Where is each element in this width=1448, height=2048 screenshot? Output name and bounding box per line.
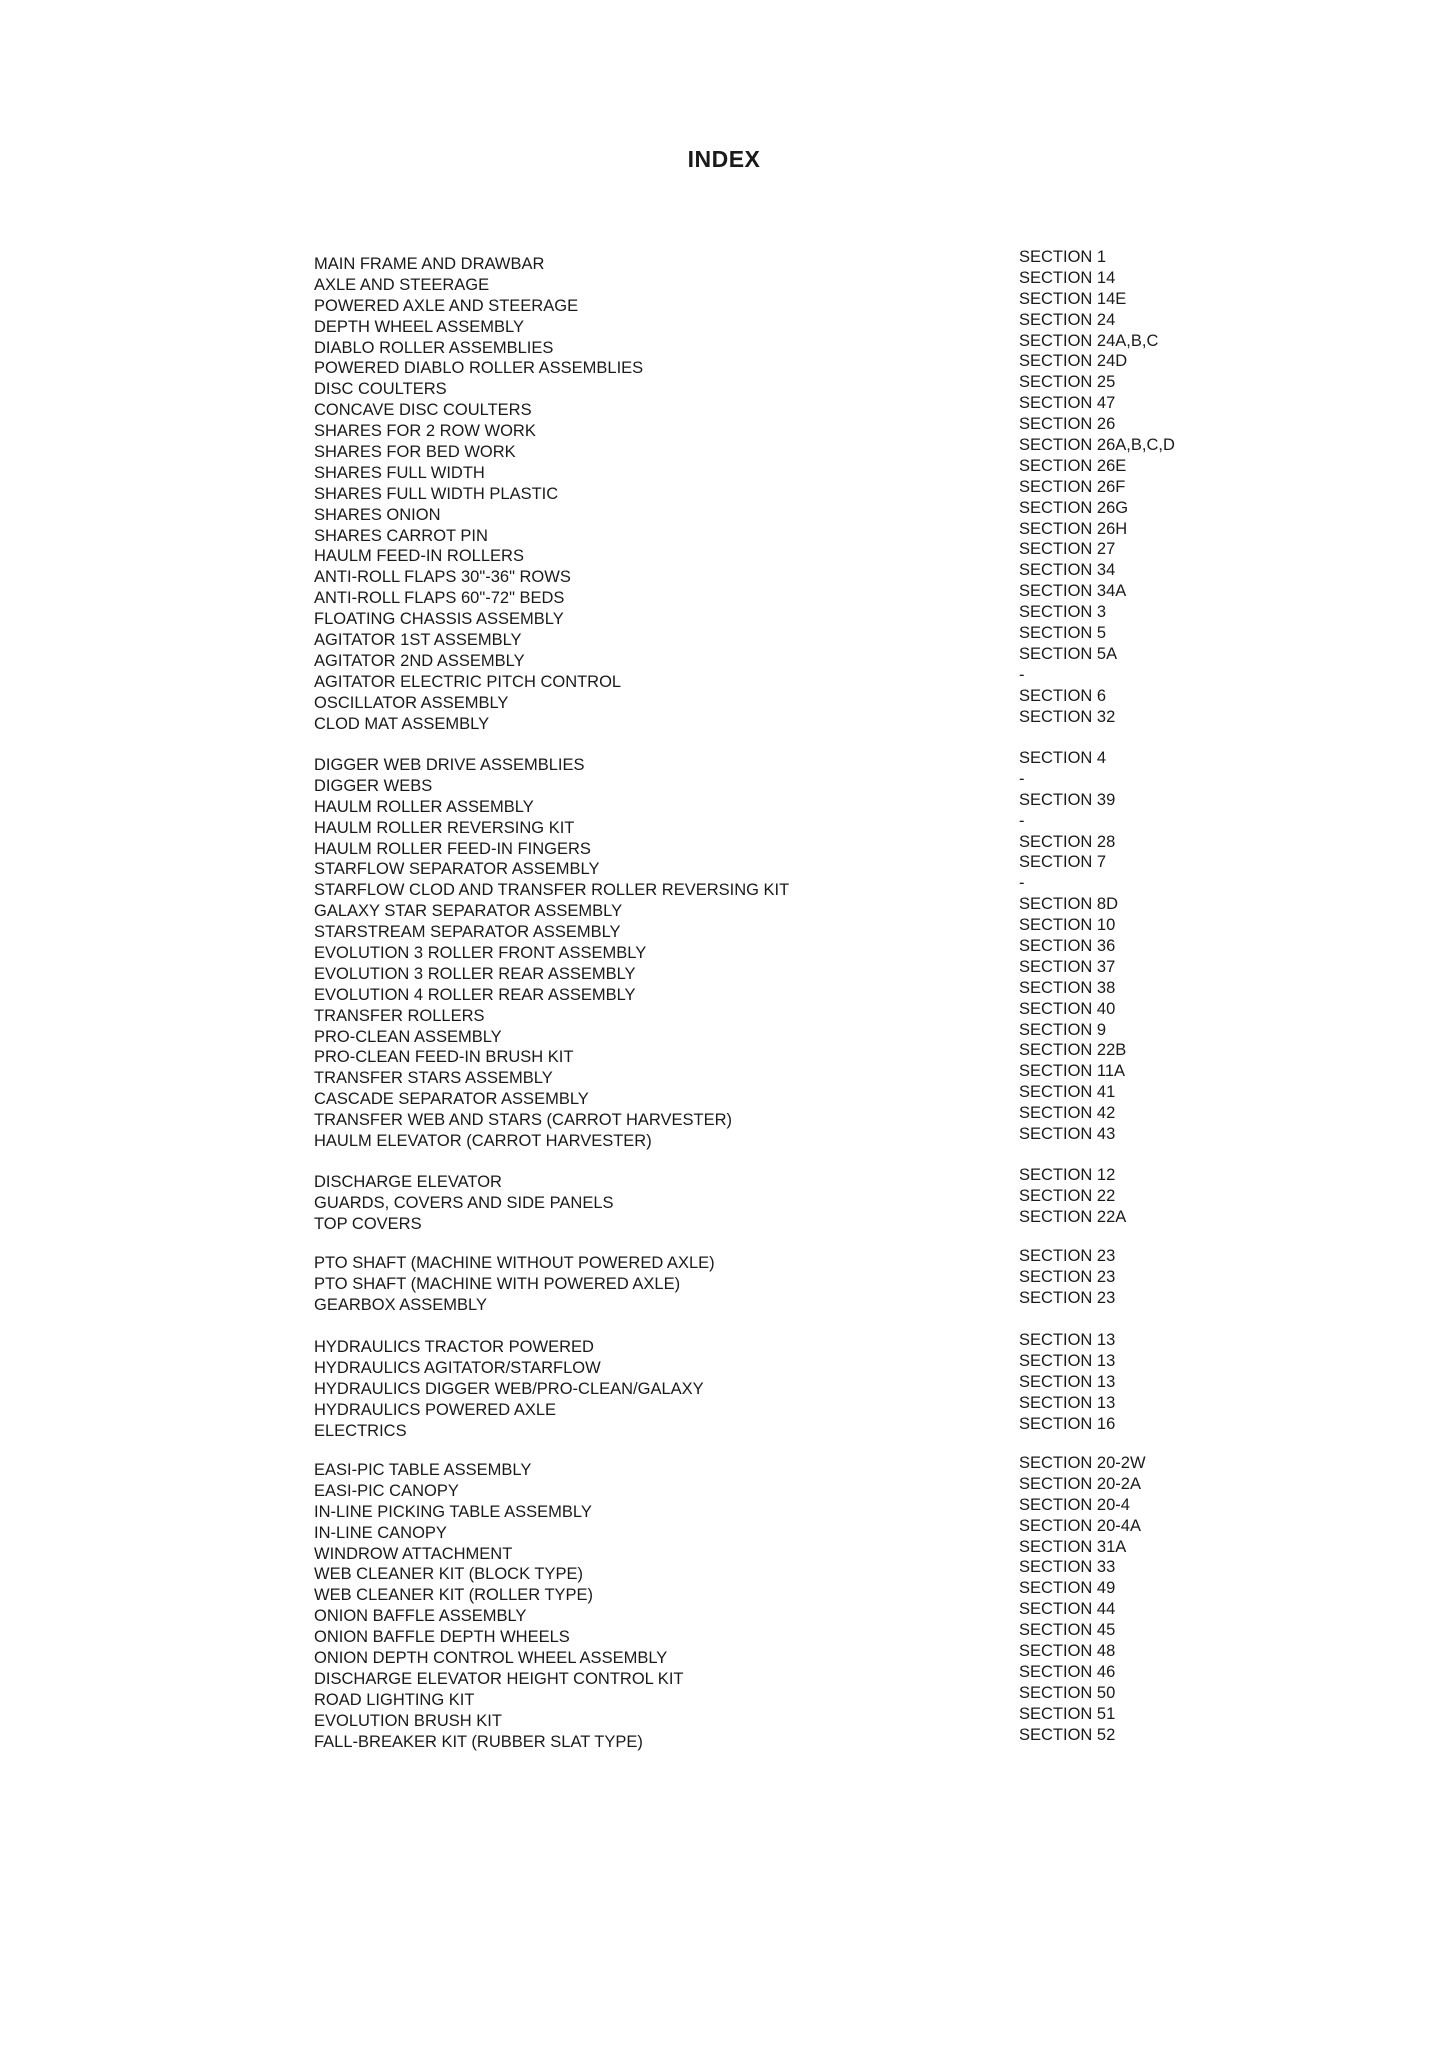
entry-section: SECTION 39 xyxy=(1019,790,1116,809)
index-entry xyxy=(0,1516,1448,1544)
entry-name: STARSTREAM SEPARATOR ASSEMBLY xyxy=(314,923,621,942)
index-entry xyxy=(0,1454,1448,1481)
index-entry xyxy=(0,415,1448,442)
index-group xyxy=(0,248,1448,734)
entry-name: HYDRAULICS AGITATOR/STARFLOW xyxy=(314,1358,601,1377)
index-entry xyxy=(0,1642,1448,1669)
entry-section: SECTION 34 xyxy=(1019,561,1116,580)
entry-name: CONCAVE DISC COULTERS xyxy=(314,401,532,420)
index-entry xyxy=(0,769,1448,797)
index-entry xyxy=(0,1725,1448,1753)
entry-name: HAULM ELEVATOR (CARROT HARVESTER) xyxy=(314,1132,652,1151)
entry-name: SHARES FOR 2 ROW WORK xyxy=(314,422,536,441)
entry-section: SECTION 33 xyxy=(1019,1558,1116,1577)
entry-name: HAULM ROLLER REVERSING KIT xyxy=(314,818,575,837)
entry-section: SECTION 34A xyxy=(1019,582,1127,601)
entry-section: SECTION 25 xyxy=(1019,373,1116,392)
entry-name: SHARES FOR BED WORK xyxy=(314,443,516,462)
entry-name: TRANSFER STARS ASSEMBLY xyxy=(314,1069,553,1088)
entry-section: SECTION 26H xyxy=(1019,519,1128,538)
index-entry xyxy=(0,394,1448,421)
entry-section: SECTION 26E xyxy=(1019,456,1127,475)
entry-section: SECTION 10 xyxy=(1019,916,1116,935)
entry-section: SECTION 13 xyxy=(1019,1393,1116,1412)
entry-name: GEARBOX ASSEMBLY xyxy=(314,1295,488,1314)
entry-section: SECTION 14E xyxy=(1019,289,1127,308)
entry-section: SECTION 26F xyxy=(1019,477,1126,496)
index-entry xyxy=(0,603,1448,630)
index-entry xyxy=(0,1372,1448,1400)
entry-name: CASCADE SEPARATOR ASSEMBLY xyxy=(314,1090,589,1109)
entry-section: SECTION 23 xyxy=(1019,1288,1116,1307)
entry-name: SHARES ONION xyxy=(314,505,441,524)
page-title: INDEX xyxy=(687,146,761,172)
entry-section: SECTION 46 xyxy=(1019,1662,1116,1681)
index-entry xyxy=(0,1247,1448,1274)
entry-name: DIGGER WEBS xyxy=(314,776,433,795)
index-entry xyxy=(0,1062,1448,1089)
entry-section: SECTION 26G xyxy=(1019,498,1129,517)
entry-name: IN-LINE CANOPY xyxy=(314,1523,447,1542)
index-entry xyxy=(0,1558,1448,1585)
index-entry xyxy=(0,978,1448,1006)
entry-section: SECTION 12 xyxy=(1019,1166,1116,1184)
entry-section: SECTION 20-4 xyxy=(1019,1495,1130,1514)
entry-name: ONION DEPTH CONTROL WHEEL ASSEMBLY xyxy=(314,1649,668,1668)
entry-name: AGITATOR 1ST ASSEMBLY xyxy=(314,631,522,650)
entry-name: PRO-CLEAN ASSEMBLY xyxy=(314,1027,502,1046)
entry-name: ONION BAFFLE ASSEMBLY xyxy=(314,1607,527,1626)
entry-name: WINDROW ATTACHMENT xyxy=(314,1544,513,1563)
entry-section: SECTION 14 xyxy=(1019,268,1116,287)
entry-section: - xyxy=(1019,769,1025,788)
entry-section: SECTION 6 xyxy=(1019,686,1107,705)
entry-name: DIABLO ROLLER ASSEMBLIES xyxy=(314,338,554,357)
entry-name: EASI-PIC TABLE ASSEMBLY xyxy=(314,1461,532,1479)
entry-name: HYDRAULICS POWERED AXLE xyxy=(314,1400,557,1419)
entry-section: SECTION 24A,B,C xyxy=(1019,331,1159,350)
entry-name: POWERED DIABLO ROLLER ASSEMBLIES xyxy=(314,359,644,378)
index-entry xyxy=(0,1537,1448,1565)
entry-section: SECTION 20-2A xyxy=(1019,1474,1141,1493)
index-group xyxy=(0,1247,1448,1316)
entry-section: SECTION 8D xyxy=(1019,895,1119,914)
entry-name: OSCILLATOR ASSEMBLY xyxy=(314,693,509,712)
index-entry xyxy=(0,874,1448,901)
index-entry xyxy=(0,1207,1448,1235)
entry-name: AXLE AND STEERAGE xyxy=(314,275,490,294)
index-group xyxy=(0,1166,1448,1235)
index-entry xyxy=(0,373,1448,400)
entry-section: SECTION 43 xyxy=(1019,1125,1116,1144)
entry-section: SECTION 11A xyxy=(1019,1062,1126,1081)
index-entry xyxy=(0,1288,1448,1316)
index-entry xyxy=(0,519,1448,547)
index-group xyxy=(0,1454,1448,1752)
index-entry xyxy=(0,1186,1448,1214)
index-entry xyxy=(0,937,1448,964)
entry-name: TRANSFER ROLLERS xyxy=(314,1006,485,1025)
entry-name: DISCHARGE ELEVATOR xyxy=(314,1173,502,1191)
entry-section: SECTION 1 xyxy=(1019,248,1107,266)
entry-section: SECTION 49 xyxy=(1019,1579,1116,1598)
index-entry xyxy=(0,1414,1448,1442)
entry-name: EVOLUTION 4 ROLLER REAR ASSEMBLY xyxy=(314,985,636,1004)
entry-name: SHARES FULL WIDTH xyxy=(314,463,485,482)
entry-section: SECTION 13 xyxy=(1019,1331,1116,1349)
entry-name: ANTI-ROLL FLAPS 60"-72" BEDS xyxy=(314,589,565,608)
entry-section: SECTION 32 xyxy=(1019,707,1116,726)
entry-section: SECTION 3 xyxy=(1019,603,1107,622)
entry-name: ONION BAFFLE DEPTH WHEELS xyxy=(314,1628,570,1647)
entry-section: SECTION 20-2W xyxy=(1019,1454,1146,1472)
entry-section: SECTION 13 xyxy=(1019,1351,1116,1370)
index-entry xyxy=(0,624,1448,651)
entry-section: SECTION 27 xyxy=(1019,540,1116,559)
entry-section: - xyxy=(1019,811,1025,830)
entry-name: DISCHARGE ELEVATOR HEIGHT CONTROL KIT xyxy=(314,1669,684,1688)
entry-name: EASI-PIC CANOPY xyxy=(314,1481,459,1500)
entry-section: SECTION 23 xyxy=(1019,1267,1116,1286)
index-entry xyxy=(0,1041,1448,1068)
entry-section: SECTION 22A xyxy=(1019,1207,1127,1226)
index-entry xyxy=(0,1662,1448,1690)
index-entry xyxy=(0,289,1448,317)
entry-name: PRO-CLEAN FEED-IN BRUSH KIT xyxy=(314,1048,574,1067)
entry-name: SHARES FULL WIDTH PLASTIC xyxy=(314,484,559,503)
entry-section: SECTION 20-4A xyxy=(1019,1516,1141,1535)
entry-name: EVOLUTION 3 ROLLER REAR ASSEMBLY xyxy=(314,964,636,983)
entry-name: GALAXY STAR SEPARATOR ASSEMBLY xyxy=(314,902,623,921)
entry-section: SECTION 44 xyxy=(1019,1600,1116,1619)
entry-section: SECTION 22B xyxy=(1019,1041,1127,1060)
index-entry xyxy=(0,686,1448,714)
index-entry xyxy=(0,1579,1448,1606)
index-entry xyxy=(0,895,1448,922)
entry-section: SECTION 4 xyxy=(1019,749,1107,767)
index-entry xyxy=(0,707,1448,735)
index-entry xyxy=(0,1393,1448,1421)
entry-section: SECTION 5 xyxy=(1019,624,1107,643)
index-entry xyxy=(0,1020,1448,1048)
index-entry xyxy=(0,477,1448,505)
index-entry xyxy=(0,1621,1448,1648)
index-entry xyxy=(0,561,1448,588)
entry-section: SECTION 42 xyxy=(1019,1104,1116,1123)
entry-name: HYDRAULICS DIGGER WEB/PRO-CLEAN/GALAXY xyxy=(314,1379,704,1398)
entry-section: SECTION 23 xyxy=(1019,1247,1116,1265)
entry-name: DIGGER WEB DRIVE ASSEMBLIES xyxy=(314,756,585,774)
entry-name: AGITATOR 2ND ASSEMBLY xyxy=(314,651,525,670)
entry-section: SECTION 41 xyxy=(1019,1083,1116,1102)
entry-section: SECTION 50 xyxy=(1019,1683,1116,1702)
entry-name: IN-LINE PICKING TABLE ASSEMBLY xyxy=(314,1502,592,1521)
entry-section: SECTION 24 xyxy=(1019,310,1116,329)
entry-section: SECTION 26A,B,C,D xyxy=(1019,436,1175,455)
index-entry xyxy=(0,436,1448,463)
entry-name: PTO SHAFT (MACHINE WITHOUT POWERED AXLE) xyxy=(314,1254,715,1272)
index-entry xyxy=(0,999,1448,1027)
entry-section: SECTION 26 xyxy=(1019,415,1116,434)
entry-section: SECTION 13 xyxy=(1019,1372,1116,1391)
entry-section: SECTION 28 xyxy=(1019,832,1116,851)
entry-name: ROAD LIGHTING KIT xyxy=(314,1690,475,1709)
index-entry xyxy=(0,1267,1448,1295)
entry-name: DEPTH WHEEL ASSEMBLY xyxy=(314,317,524,336)
entry-name: HAULM FEED-IN ROLLERS xyxy=(314,547,524,566)
index-entry xyxy=(0,456,1448,484)
index-entry xyxy=(0,749,1448,776)
entry-name: HYDRAULICS TRACTOR POWERED xyxy=(314,1338,594,1356)
index-entry xyxy=(0,1331,1448,1358)
index-entry xyxy=(0,268,1448,296)
index-group xyxy=(0,749,1448,1152)
index-entry xyxy=(0,811,1448,839)
entry-name: CLOD MAT ASSEMBLY xyxy=(314,714,490,733)
entry-section: SECTION 40 xyxy=(1019,999,1116,1018)
index-entry xyxy=(0,1125,1448,1152)
entry-section: SECTION 16 xyxy=(1019,1414,1116,1433)
entry-name: ELECTRICS xyxy=(314,1421,407,1440)
entry-section: SECTION 31A xyxy=(1019,1537,1127,1556)
index-entry xyxy=(0,1104,1448,1131)
entry-name: PTO SHAFT (MACHINE WITH POWERED AXLE) xyxy=(314,1274,681,1293)
entry-section: - xyxy=(1019,665,1025,684)
index-group xyxy=(0,1331,1448,1441)
entry-section: SECTION 36 xyxy=(1019,937,1116,956)
index-entry xyxy=(0,1351,1448,1379)
index-entry xyxy=(0,1474,1448,1502)
entry-name: WEB CLEANER KIT (ROLLER TYPE) xyxy=(314,1586,594,1605)
entry-section: SECTION 5A xyxy=(1019,644,1118,663)
index-entry xyxy=(0,957,1448,985)
index-entry xyxy=(0,790,1448,818)
entry-section: SECTION 22 xyxy=(1019,1186,1116,1205)
entry-section: SECTION 52 xyxy=(1019,1725,1116,1744)
entry-name: EVOLUTION 3 ROLLER FRONT ASSEMBLY xyxy=(314,944,647,963)
index-entry xyxy=(0,916,1448,943)
entry-section: SECTION 9 xyxy=(1019,1020,1107,1039)
entry-section: SECTION 47 xyxy=(1019,394,1116,413)
entry-name: STARFLOW SEPARATOR ASSEMBLY xyxy=(314,860,600,879)
index-entry xyxy=(0,582,1448,609)
index-entry xyxy=(0,331,1448,359)
entry-name: FALL-BREAKER KIT (RUBBER SLAT TYPE) xyxy=(314,1732,643,1751)
entry-name: STARFLOW CLOD AND TRANSFER ROLLER REVERSING KIT xyxy=(314,881,790,900)
entry-section: - xyxy=(1019,874,1025,893)
entry-name: WEB CLEANER KIT (BLOCK TYPE) xyxy=(314,1565,583,1584)
entry-name: HAULM ROLLER ASSEMBLY xyxy=(314,797,534,816)
entry-name: TRANSFER WEB AND STARS (CARROT HARVESTER) xyxy=(314,1111,733,1130)
entry-name: AGITATOR ELECTRIC PITCH CONTROL xyxy=(314,672,622,691)
entry-name: GUARDS, COVERS AND SIDE PANELS xyxy=(314,1193,614,1212)
entry-name: DISC COULTERS xyxy=(314,380,447,399)
entry-name: TOP COVERS xyxy=(314,1214,422,1233)
index-entry xyxy=(0,832,1448,860)
entry-section: SECTION 51 xyxy=(1019,1704,1116,1723)
entry-section: SECTION 48 xyxy=(1019,1642,1116,1661)
index-entry xyxy=(0,1166,1448,1193)
index-entry xyxy=(0,498,1448,526)
entry-section: SECTION 38 xyxy=(1019,978,1116,997)
index-entry xyxy=(0,1495,1448,1523)
entry-name: FLOATING CHASSIS ASSEMBLY xyxy=(314,610,564,629)
index-entry xyxy=(0,310,1448,338)
index-entry xyxy=(0,540,1448,567)
index-entry xyxy=(0,853,1448,880)
entry-name: ANTI-ROLL FLAPS 30"-36" ROWS xyxy=(314,568,571,587)
entry-name: POWERED AXLE AND STEERAGE xyxy=(314,296,579,315)
entry-section: SECTION 7 xyxy=(1019,853,1107,872)
entry-section: SECTION 24D xyxy=(1019,352,1128,371)
index-entry xyxy=(0,352,1448,379)
index-entry xyxy=(0,1083,1448,1110)
entry-section: SECTION 45 xyxy=(1019,1621,1116,1640)
entry-name: HAULM ROLLER FEED-IN FINGERS xyxy=(314,839,591,858)
index-entry xyxy=(0,1704,1448,1732)
index-entry xyxy=(0,248,1448,275)
entry-name: EVOLUTION BRUSH KIT xyxy=(314,1711,502,1730)
entry-name: SHARES CARROT PIN xyxy=(314,526,488,545)
entry-name: MAIN FRAME AND DRAWBAR xyxy=(314,255,545,273)
entry-section: SECTION 37 xyxy=(1019,957,1116,976)
index-entry xyxy=(0,1600,1448,1627)
index-entry xyxy=(0,644,1448,672)
index-entry xyxy=(0,1683,1448,1711)
index-entry xyxy=(0,665,1448,693)
